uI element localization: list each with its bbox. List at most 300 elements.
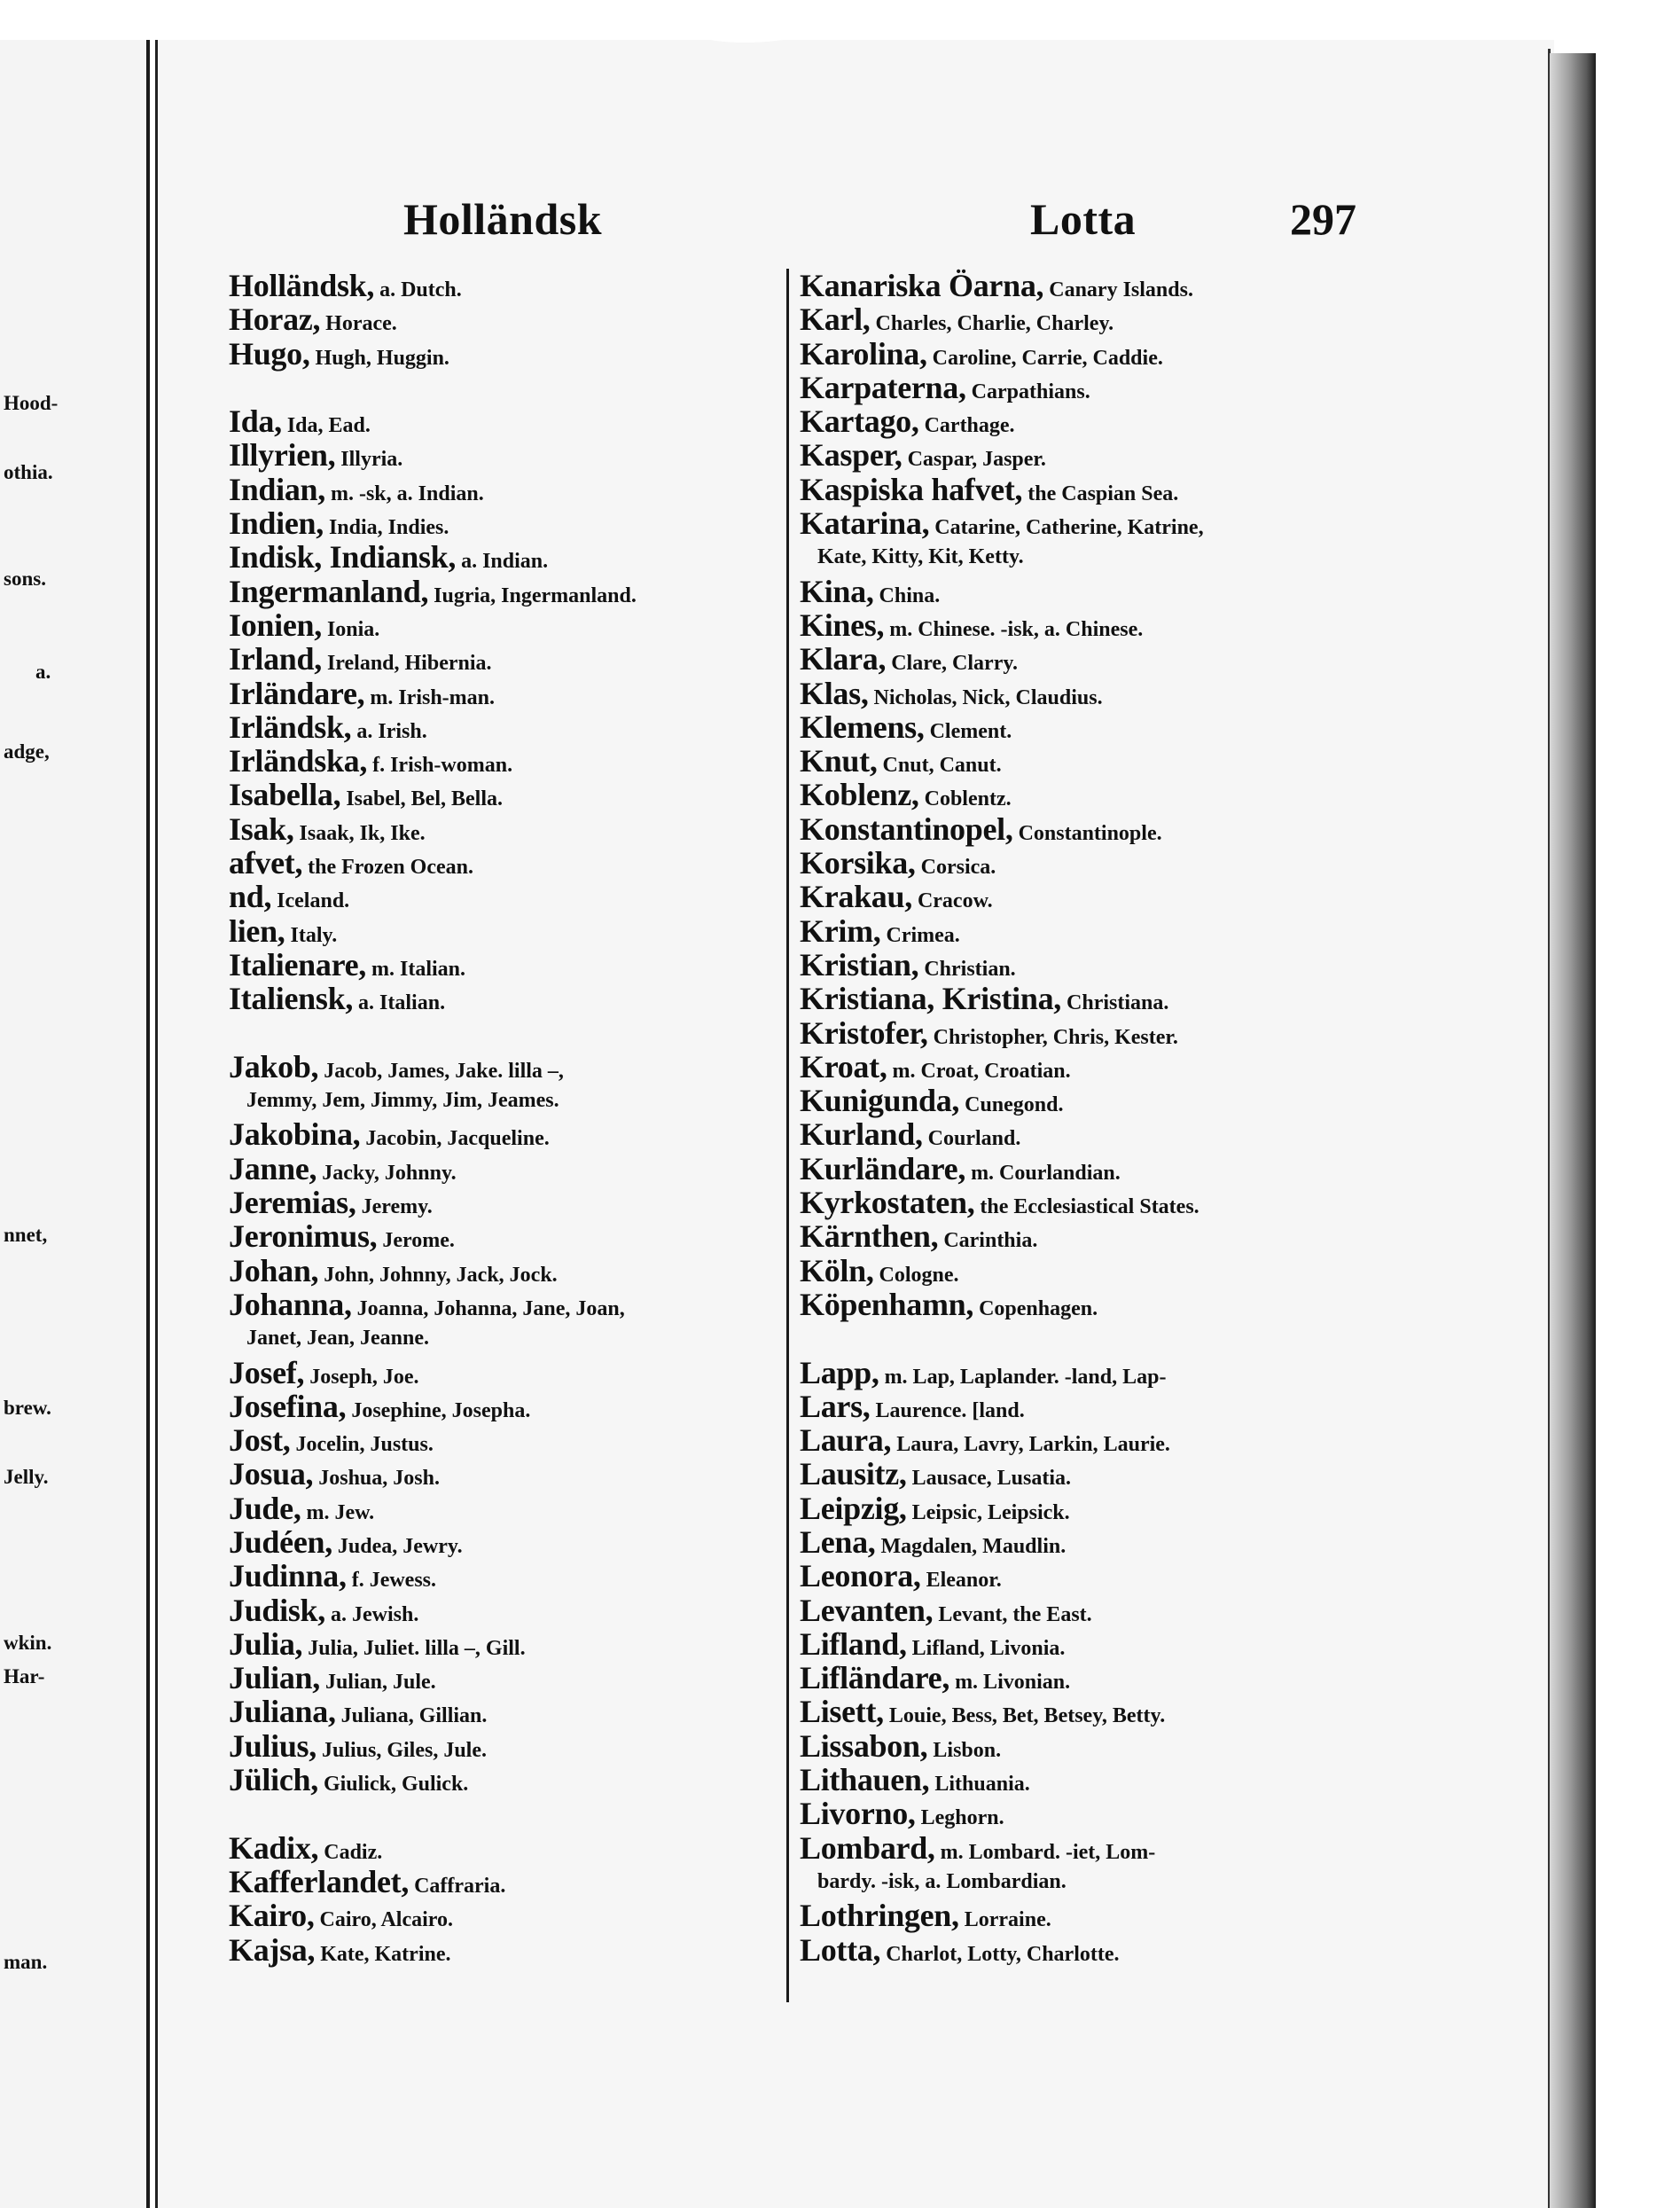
dictionary-entry [229, 1152, 849, 1186]
entry-headword: Kafferlandet, [229, 1863, 410, 1899]
dictionary-entry [229, 438, 849, 472]
dictionary-entry [229, 404, 849, 438]
dictionary-entry [800, 1763, 1367, 1797]
entry-headword: Kurländare, [800, 1150, 966, 1186]
entry-continuation [229, 1321, 849, 1355]
entry-definition: Caffraria. [414, 1874, 506, 1898]
entry-headword: Isabella, [229, 777, 341, 813]
entry-headword: Josua, [229, 1456, 314, 1492]
entry-headword: Jakobina, [229, 1116, 361, 1153]
dictionary-entry [229, 1423, 849, 1457]
entry-definition: Leipsic, Leipsick. [911, 1500, 1070, 1524]
entry-definition: Iugria, Ingermanland. [434, 583, 637, 607]
entry-headword: Johanna, [229, 1286, 352, 1322]
dictionary-entry [800, 1356, 1367, 1390]
dictionary-entry [800, 302, 1367, 336]
entry-definition: Courland. [927, 1127, 1021, 1151]
entry-definition: Joanna, Johanna, Jane, Joan, [356, 1296, 625, 1320]
entry-definition: Isabel, Bel, Bella. [346, 787, 503, 811]
entry-definition: the Ecclesiastical States. [980, 1195, 1199, 1219]
left-column [229, 269, 849, 1967]
entry-headword: Judéen, [229, 1523, 332, 1560]
dictionary-entry [800, 1831, 1367, 1865]
entry-definition: Nicholas, Nick, Claudius. [873, 685, 1103, 709]
entry-definition: Janet, Jean, Jeanne. [246, 1327, 429, 1351]
entry-headword: Kärnthen, [800, 1218, 939, 1255]
entry-continuation [229, 1084, 849, 1117]
entry-definition: m. Italian. [371, 957, 466, 981]
entry-definition: Lithuania. [934, 1773, 1030, 1797]
dictionary-entry [229, 1457, 849, 1491]
entry-headword: Lithauen, [800, 1762, 930, 1798]
facing-page-fragment: adge, [4, 740, 50, 763]
entry-definition: Catarine, Catherine, Katrine, [934, 516, 1204, 540]
entry-definition: Levant, the East. [938, 1602, 1092, 1626]
dictionary-entry [229, 1050, 849, 1084]
dictionary-entry [229, 1593, 849, 1627]
dictionary-entry [229, 744, 849, 778]
entry-definition: Cracow. [917, 889, 993, 913]
dictionary-entry [229, 1831, 849, 1865]
dictionary-entry [800, 1254, 1367, 1288]
entry-definition: Horace. [325, 312, 397, 336]
entry-headword: Lifland, [800, 1625, 907, 1662]
entry-headword: Karl, [800, 301, 871, 338]
dictionary-entry [800, 1186, 1367, 1219]
dictionary-entry [229, 1559, 849, 1593]
entry-definition: Joshua, Josh. [318, 1467, 440, 1491]
dictionary-entry [800, 371, 1367, 404]
dictionary-entry [800, 1457, 1367, 1491]
dictionary-entry [800, 438, 1367, 472]
entry-definition: Giulick, Gulick. [323, 1773, 469, 1797]
entry-headword: Ingermanland, [229, 573, 429, 609]
entry-headword: Kadix, [229, 1829, 319, 1866]
dictionary-entry [800, 269, 1367, 302]
dictionary-entry [229, 778, 849, 811]
entry-definition: Lifland, Livonia. [911, 1636, 1066, 1660]
entry-headword: Lotta, [800, 1931, 881, 1968]
section-gap [229, 1797, 849, 1830]
entry-definition: Copenhagen. [979, 1296, 1098, 1320]
dictionary-entry [229, 302, 849, 336]
entry-headword: Krim, [800, 912, 881, 949]
entry-definition: Christiana. [1067, 991, 1169, 1015]
dictionary-entry [229, 1695, 849, 1728]
entry-definition: f. Jewess. [351, 1569, 437, 1593]
dictionary-entry [800, 337, 1367, 371]
dictionary-entry [229, 880, 849, 913]
dictionary-entry [800, 1729, 1367, 1763]
entry-definition: m. -sk, a. Indian. [330, 482, 484, 505]
dictionary-entry [800, 677, 1367, 710]
entry-headword: Lombard, [800, 1829, 935, 1866]
entry-definition: Christopher, Chris, Kester. [933, 1025, 1178, 1049]
dictionary-entry [800, 1899, 1367, 1932]
dictionary-entry [800, 880, 1367, 913]
dictionary-entry [229, 642, 849, 676]
entry-headword: Jude, [229, 1490, 301, 1526]
entry-definition: Laura, Lavry, Larkin, Laurie. [896, 1433, 1170, 1457]
entry-definition: Jacobin, Jacqueline. [365, 1127, 550, 1151]
entry-headword: Kristofer, [800, 1014, 928, 1051]
guide-word-right: Lotta [1030, 194, 1137, 244]
entry-headword: Julius, [229, 1727, 316, 1764]
dictionary-entry [229, 1186, 849, 1219]
entry-definition: m. Irish-man. [370, 685, 496, 709]
entry-headword: Illyrien, [229, 437, 336, 474]
entry-headword: Irländska, [229, 743, 368, 779]
entry-definition: m. Croat, Croatian. [892, 1059, 1071, 1083]
entry-definition: Isaak, Ik, Ike. [299, 821, 426, 845]
entry-definition: Kate, Kitty, Kit, Ketty. [817, 545, 1024, 569]
entry-definition: Illyria. [340, 448, 403, 472]
entry-headword: Lifländare, [800, 1660, 950, 1696]
entry-definition: Julia, Juliet. lilla –, Gill. [308, 1636, 526, 1660]
entry-definition: Clement. [929, 719, 1012, 743]
entry-headword: Hugo, [229, 335, 310, 372]
dictionary-entry [229, 1729, 849, 1763]
dictionary-entry [229, 1288, 849, 1321]
entry-definition: a. Dutch. [379, 278, 462, 301]
entry-headword: Indisk, Indiansk, [229, 539, 457, 575]
entry-definition: Laurence. [land. [875, 1398, 1025, 1422]
dictionary-entry [800, 1559, 1367, 1593]
entry-definition: Coblentz. [924, 787, 1012, 811]
dictionary-entry [229, 982, 849, 1015]
dictionary-entry [800, 1219, 1367, 1253]
entry-headword: Leonora, [800, 1558, 921, 1594]
entry-definition: Charlot, Lotty, Charlotte. [886, 1942, 1120, 1966]
dictionary-entry [800, 1423, 1367, 1457]
dictionary-entry [800, 846, 1367, 880]
guide-word-left: Holländsk [403, 194, 603, 244]
entry-headword: Kartago, [800, 403, 919, 440]
entry-definition: Julius, Giles, Jule. [321, 1738, 488, 1762]
entry-headword: Konstantinopel, [800, 810, 1013, 847]
right-column [800, 269, 1367, 1967]
dictionary-entry [800, 982, 1367, 1015]
dictionary-entry [800, 575, 1367, 608]
entry-definition: Jacky, Johnny. [322, 1161, 457, 1185]
entry-headword: Lapp, [800, 1354, 879, 1390]
dictionary-entry [800, 1695, 1367, 1728]
entry-definition: Crimea. [886, 923, 960, 947]
entry-headword: afvet, [229, 845, 303, 881]
dictionary-entry [800, 778, 1367, 811]
entry-headword: Jeremias, [229, 1185, 356, 1221]
entry-definition: Lisbon. [933, 1738, 1002, 1762]
dictionary-entry [800, 812, 1367, 846]
dictionary-entry [800, 1627, 1367, 1661]
entry-definition: Cairo, Alcairo. [319, 1908, 453, 1932]
dictionary-entry [800, 1933, 1367, 1967]
entry-headword: Kasper, [800, 437, 903, 474]
dictionary-entry [229, 540, 849, 574]
dictionary-entry [800, 1084, 1367, 1117]
entry-headword: lien, [229, 912, 285, 949]
entry-headword: Lars, [800, 1388, 871, 1424]
entry-headword: Isak, [229, 810, 294, 847]
entry-headword: Koblenz, [800, 777, 919, 813]
entry-headword: Laura, [800, 1422, 892, 1459]
entry-definition: a. Italian. [358, 991, 446, 1015]
facing-page-fragment: sons. [4, 568, 46, 590]
entry-definition: Lausace, Lusatia. [911, 1467, 1071, 1491]
entry-definition: m. Courlandian. [971, 1161, 1121, 1185]
entry-headword: Kurland, [800, 1116, 923, 1153]
entry-definition: Juliana, Gillian. [340, 1704, 488, 1728]
entry-definition: Constantinople. [1018, 821, 1162, 845]
facing-page-fragment: wkin. [4, 1632, 52, 1654]
entry-headword: Juliana, [229, 1694, 336, 1730]
entry-headword: Lissabon, [800, 1727, 928, 1764]
entry-definition: Ireland, Hibernia. [326, 652, 492, 676]
entry-definition: Hugh, Huggin. [315, 346, 449, 370]
entry-headword: Kajsa, [229, 1931, 316, 1968]
entry-definition: a. Indian. [461, 550, 549, 574]
entry-headword: Klas, [800, 675, 869, 711]
entry-definition: Eleanor. [926, 1569, 1002, 1593]
entry-definition: Ionia. [326, 617, 380, 641]
entry-definition: Leghorn. [920, 1806, 1004, 1830]
dictionary-entry [800, 506, 1367, 540]
entry-headword: Irland, [229, 641, 322, 677]
entry-headword: Jost, [229, 1422, 291, 1459]
entry-headword: Irländare, [229, 675, 365, 711]
section-gap [229, 1016, 849, 1050]
entry-definition: Josephine, Josepha. [351, 1398, 531, 1422]
entry-headword: Kristian, [800, 946, 919, 983]
entry-definition: Carinthia. [943, 1229, 1038, 1253]
entry-headword: Köln, [800, 1252, 874, 1288]
entry-definition: m. Livonian. [955, 1671, 1071, 1695]
entry-definition: Kate, Katrine. [320, 1942, 451, 1966]
entry-headword: Irländsk, [229, 709, 352, 745]
entry-definition: m. Lombard. -iet, Lom- [940, 1840, 1156, 1864]
dictionary-entry [229, 846, 849, 880]
entry-headword: Julia, [229, 1625, 303, 1662]
entry-headword: Leipzig, [800, 1490, 907, 1526]
entry-definition: John, Johnny, Jack, Jock. [324, 1263, 558, 1287]
entry-definition: m. Chinese. -isk, a. Chinese. [889, 617, 1144, 641]
dictionary-entry [800, 710, 1367, 744]
dictionary-entry [229, 948, 849, 982]
entry-definition: Jacob, James, Jake. lilla –, [324, 1059, 564, 1083]
entry-headword: Italiensk, [229, 981, 354, 1017]
entry-headword: Indian, [229, 471, 325, 507]
entry-headword: Kairo, [229, 1898, 315, 1934]
entry-definition: Jeremy. [361, 1195, 433, 1219]
entry-headword: Kroat, [800, 1048, 887, 1084]
dictionary-entry [800, 1288, 1367, 1321]
entry-headword: Lothringen, [800, 1898, 959, 1934]
entry-definition: Christian. [924, 957, 1016, 981]
dictionary-entry [229, 1661, 849, 1695]
entry-headword: Judisk, [229, 1592, 325, 1628]
dictionary-entry [800, 404, 1367, 438]
dictionary-entry [229, 677, 849, 710]
entry-headword: Kunigunda, [800, 1083, 960, 1119]
entry-definition: Cologne. [879, 1263, 959, 1287]
entry-definition: Caroline, Carrie, Caddie. [932, 346, 1163, 370]
entry-headword: Lisett, [800, 1694, 884, 1730]
entry-headword: Ida, [229, 403, 282, 440]
dictionary-entry [800, 642, 1367, 676]
dictionary-entry [800, 914, 1367, 948]
dictionary-entry [800, 1661, 1367, 1695]
dictionary-entry [229, 1899, 849, 1932]
entry-headword: Katarina, [800, 505, 930, 542]
section-gap [800, 1321, 1367, 1355]
dictionary-entry [229, 1219, 849, 1253]
entry-headword: Krakau, [800, 879, 912, 915]
facing-page-fragment: man. [4, 1951, 48, 1973]
entry-headword: Lausitz, [800, 1456, 907, 1492]
entry-headword: Kristiana, Kristina, [800, 981, 1062, 1017]
entry-headword: Holländsk, [229, 268, 375, 303]
entry-definition: Caspar, Jasper. [907, 448, 1046, 472]
entry-headword: Klemens, [800, 709, 925, 745]
dictionary-entry [800, 1152, 1367, 1186]
entry-headword: Julian, [229, 1660, 320, 1696]
entry-definition: Clare, Clarry. [891, 652, 1019, 676]
dictionary-entry [229, 1763, 849, 1797]
dictionary-entry [229, 1390, 849, 1423]
entry-definition: Judea, Jewry. [337, 1534, 463, 1558]
dictionary-entry [800, 744, 1367, 778]
facing-page-fragment: a. [35, 661, 51, 683]
facing-page-fragment: Har- [4, 1665, 45, 1687]
dictionary-entry [229, 473, 849, 506]
entry-headword: nd, [229, 879, 272, 915]
dictionary-entry [229, 914, 849, 948]
facing-page-fragment: Hood- [4, 392, 59, 414]
entry-continuation [800, 540, 1367, 574]
facing-page-left-edge [0, 40, 150, 2208]
entry-definition: Carpathians. [971, 380, 1090, 403]
entry-definition: the Frozen Ocean. [308, 856, 473, 880]
entry-headword: Knut, [800, 743, 878, 779]
facing-page-fragment: brew. [4, 1397, 51, 1419]
dictionary-entry [800, 1525, 1367, 1559]
entry-headword: Levanten, [800, 1592, 934, 1628]
facing-page-fragment: Jelly. [4, 1466, 49, 1488]
entry-headword: Jülich, [229, 1762, 318, 1798]
dictionary-entry [229, 812, 849, 846]
entry-headword: Kaspiska hafvet, [800, 471, 1023, 507]
dictionary-entry [800, 1593, 1367, 1627]
dictionary-entry [229, 608, 849, 642]
dictionary-entry [229, 575, 849, 608]
entry-headword: Indien, [229, 505, 324, 542]
entry-headword: Judinna, [229, 1558, 347, 1594]
dictionary-entry [229, 337, 849, 371]
dictionary-entry [800, 1016, 1367, 1050]
entry-definition: m. Jew. [306, 1500, 375, 1524]
entry-headword: Janne, [229, 1150, 317, 1186]
dictionary-entry [229, 269, 849, 302]
dictionary-entry [229, 1525, 849, 1559]
entry-headword: Köpenhamn, [800, 1286, 974, 1322]
paper-tear [683, 0, 833, 43]
entry-definition: Julian, Jule. [324, 1671, 436, 1695]
entry-headword: Kanariska Öarna, [800, 268, 1044, 303]
page-number: 297 [1290, 194, 1356, 244]
dictionary-entry [800, 473, 1367, 506]
entry-definition: Jocelin, Justus. [295, 1433, 434, 1457]
dictionary-entry [229, 506, 849, 540]
entry-headword: Jakob, [229, 1048, 319, 1084]
entry-definition: m. Lap, Laplander. -land, Lap- [884, 1365, 1167, 1389]
dictionary-entry [800, 1117, 1367, 1151]
entry-headword: Italienare, [229, 946, 367, 983]
facing-page-fragment: nnet, [4, 1224, 48, 1246]
book-edge-shadow [1550, 53, 1596, 2208]
entry-definition: bardy. -isk, a. Lombardian. [817, 1869, 1067, 1893]
entry-definition: China. [879, 583, 941, 607]
entry-definition: India, Indies. [328, 516, 449, 540]
entry-definition: f. Irish-woman. [372, 754, 513, 778]
dictionary-entry [229, 1865, 849, 1899]
entry-headword: Klara, [800, 641, 887, 677]
facing-page-fragment: othia. [4, 461, 53, 483]
entry-definition: Ida, Ead. [286, 414, 371, 438]
entry-definition: Italy. [290, 923, 338, 947]
dictionary-entry [800, 1492, 1367, 1525]
entry-definition: Carthage. [924, 414, 1015, 438]
entry-headword: Ionien, [229, 607, 322, 643]
entry-definition: Magdalen, Maudlin. [880, 1534, 1067, 1558]
entry-headword: Johan, [229, 1252, 319, 1288]
dictionary-entry [229, 1117, 849, 1151]
entry-definition: a. Jewish. [330, 1602, 419, 1626]
entry-definition: Cnut, Canut. [882, 754, 1002, 778]
section-gap [229, 371, 849, 404]
entry-headword: Kyrkostaten, [800, 1185, 975, 1221]
dictionary-entry [229, 1627, 849, 1661]
dictionary-entry [800, 1390, 1367, 1423]
entry-definition: Charles, Charlie, Charley. [875, 312, 1114, 336]
entry-headword: Kina, [800, 573, 874, 609]
entry-headword: Josefina, [229, 1388, 347, 1424]
entry-definition: Cadiz. [324, 1840, 383, 1864]
dictionary-entry [229, 1254, 849, 1288]
entry-definition: the Caspian Sea. [1028, 482, 1179, 505]
entry-definition: Canary Islands. [1049, 278, 1193, 301]
entry-headword: Josef, [229, 1354, 305, 1390]
dictionary-entry [229, 1356, 849, 1390]
dictionary-entry [800, 948, 1367, 982]
entry-definition: Iceland. [277, 889, 350, 913]
entry-headword: Livorno, [800, 1796, 916, 1832]
entry-definition: Louie, Bess, Bet, Betsey, Betty. [888, 1704, 1166, 1728]
entry-continuation [800, 1865, 1367, 1899]
entry-definition: Jerome. [382, 1229, 455, 1253]
entry-definition: Corsica. [920, 856, 996, 880]
entry-definition: Jemmy, Jem, Jimmy, Jim, Jeames. [246, 1089, 559, 1113]
entry-headword: Kines, [800, 607, 885, 643]
dictionary-entry [800, 1797, 1367, 1830]
entry-definition: Cunegond. [965, 1093, 1064, 1117]
entry-headword: Karolina, [800, 335, 927, 372]
entry-headword: Korsika, [800, 845, 916, 881]
dictionary-entry [800, 1050, 1367, 1084]
dictionary-entry [229, 1492, 849, 1525]
entry-definition: Joseph, Joe. [309, 1365, 419, 1389]
dictionary-entry [229, 710, 849, 744]
entry-headword: Karpaterna, [800, 369, 966, 405]
